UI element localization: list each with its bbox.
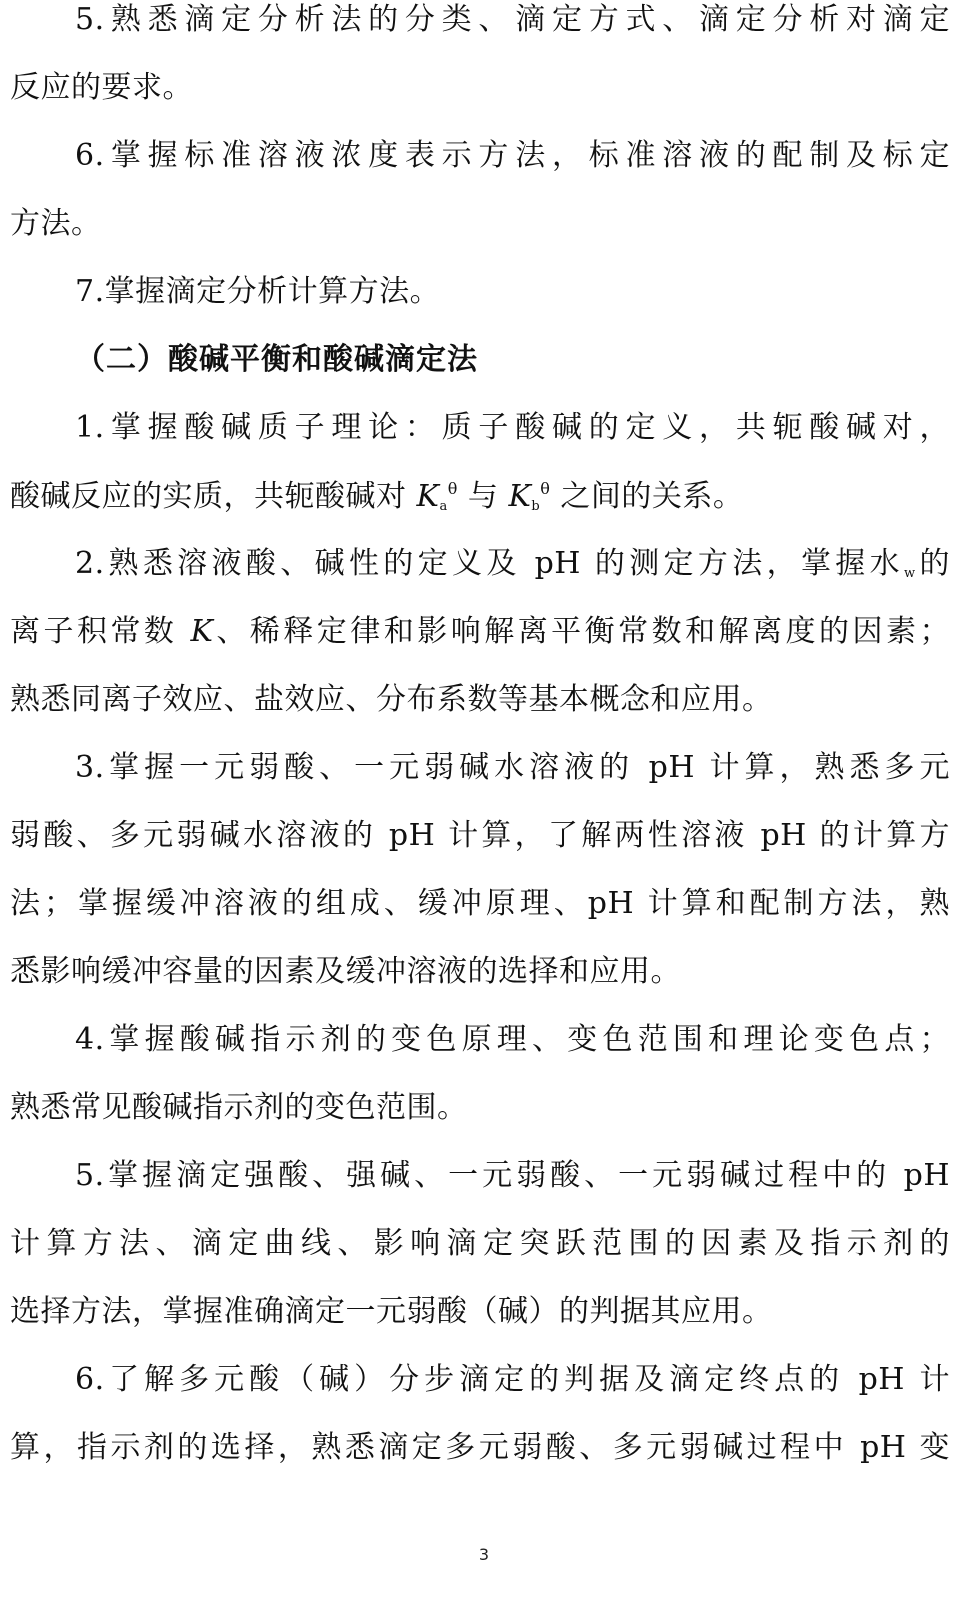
text-line: 6.了解多元酸（碱）分步滴定的判据及滴定终点的 pH 计 xyxy=(75,1362,950,1397)
text-line-formula xyxy=(10,481,950,549)
text-line: 计算方法、滴定曲线、影响滴定突跃范围的因素及指示剂的 xyxy=(10,1226,950,1261)
text-line: 7.掌握滴定分析计算方法。 xyxy=(75,274,441,309)
text-line: 选择方法，掌握准确滴定一元弱酸（碱）的判据其应用。 xyxy=(10,1294,773,1329)
ka-symbol: K xyxy=(416,479,440,514)
kb-subscript: b xyxy=(531,499,541,514)
text-line xyxy=(10,614,950,685)
kw-subscript: w xyxy=(904,566,916,581)
text-line: 弱酸、多元弱碱水溶液的 pH 计算，了解两性溶液 pH 的计算方 xyxy=(10,818,950,853)
text-segment: 的 xyxy=(915,546,951,581)
text-line: 5.熟悉滴定分析法的分类、滴定方式、滴定分析对滴定 xyxy=(75,2,950,37)
text-segment: 与 xyxy=(457,479,509,514)
text-line xyxy=(75,546,951,617)
text-line: 6.掌握标准溶液浓度表示方法，标准溶液的配制及标定 xyxy=(75,138,950,173)
text-line: 熟悉常见酸碱指示剂的变色范围。 xyxy=(10,1090,468,1125)
text-line: 悉影响缓冲容量的因素及缓冲溶液的选择和应用。 xyxy=(10,954,681,989)
text-line: 熟悉同离子效应、盐效应、分布系数等基本概念和应用。 xyxy=(10,682,773,717)
text-line: 法；掌握缓冲溶液的组成、缓冲原理、pH 计算和配制方法，熟 xyxy=(10,886,950,921)
text-segment: 之间的关系。 xyxy=(550,479,744,514)
theta-superscript: θ xyxy=(540,479,551,498)
theta-superscript: θ xyxy=(447,479,458,498)
text-segment: 离子积常数 xyxy=(10,614,191,649)
k-symbol: K xyxy=(190,614,214,649)
page-number: 3 xyxy=(478,1545,490,1564)
text-line: 1.掌握酸碱质子理论：质子酸碱的定义，共轭酸碱对， xyxy=(75,410,950,445)
ka-subscript: a xyxy=(439,499,448,514)
section-heading: （二）酸碱平衡和酸碱滴定法 xyxy=(75,342,478,377)
text-segment: 、稀释定律和影响解离平衡常数和解离度的因素； xyxy=(213,614,950,649)
kb-symbol: K xyxy=(508,479,532,514)
text-line: 4.掌握酸碱指示剂的变色原理、变色范围和理论变色点； xyxy=(75,1022,950,1057)
text-line: 3.掌握一元弱酸、一元弱碱水溶液的 pH 计算，熟悉多元 xyxy=(75,750,950,785)
text-line: 方法。 xyxy=(10,206,102,241)
text-line: 算，指示剂的选择，熟悉滴定多元弱酸、多元弱碱过程中 pH 变 xyxy=(10,1430,950,1465)
text-segment: 酸碱反应的实质，共轭酸碱对 xyxy=(10,479,417,514)
text-line: 反应的要求。 xyxy=(10,70,193,105)
text-segment: 2.熟悉溶液酸、碱性的定义及 pH 的测定方法，掌握水 xyxy=(75,546,905,581)
text-line: 5.掌握滴定强酸、强碱、一元弱酸、一元弱碱过程中的 pH xyxy=(75,1158,950,1193)
